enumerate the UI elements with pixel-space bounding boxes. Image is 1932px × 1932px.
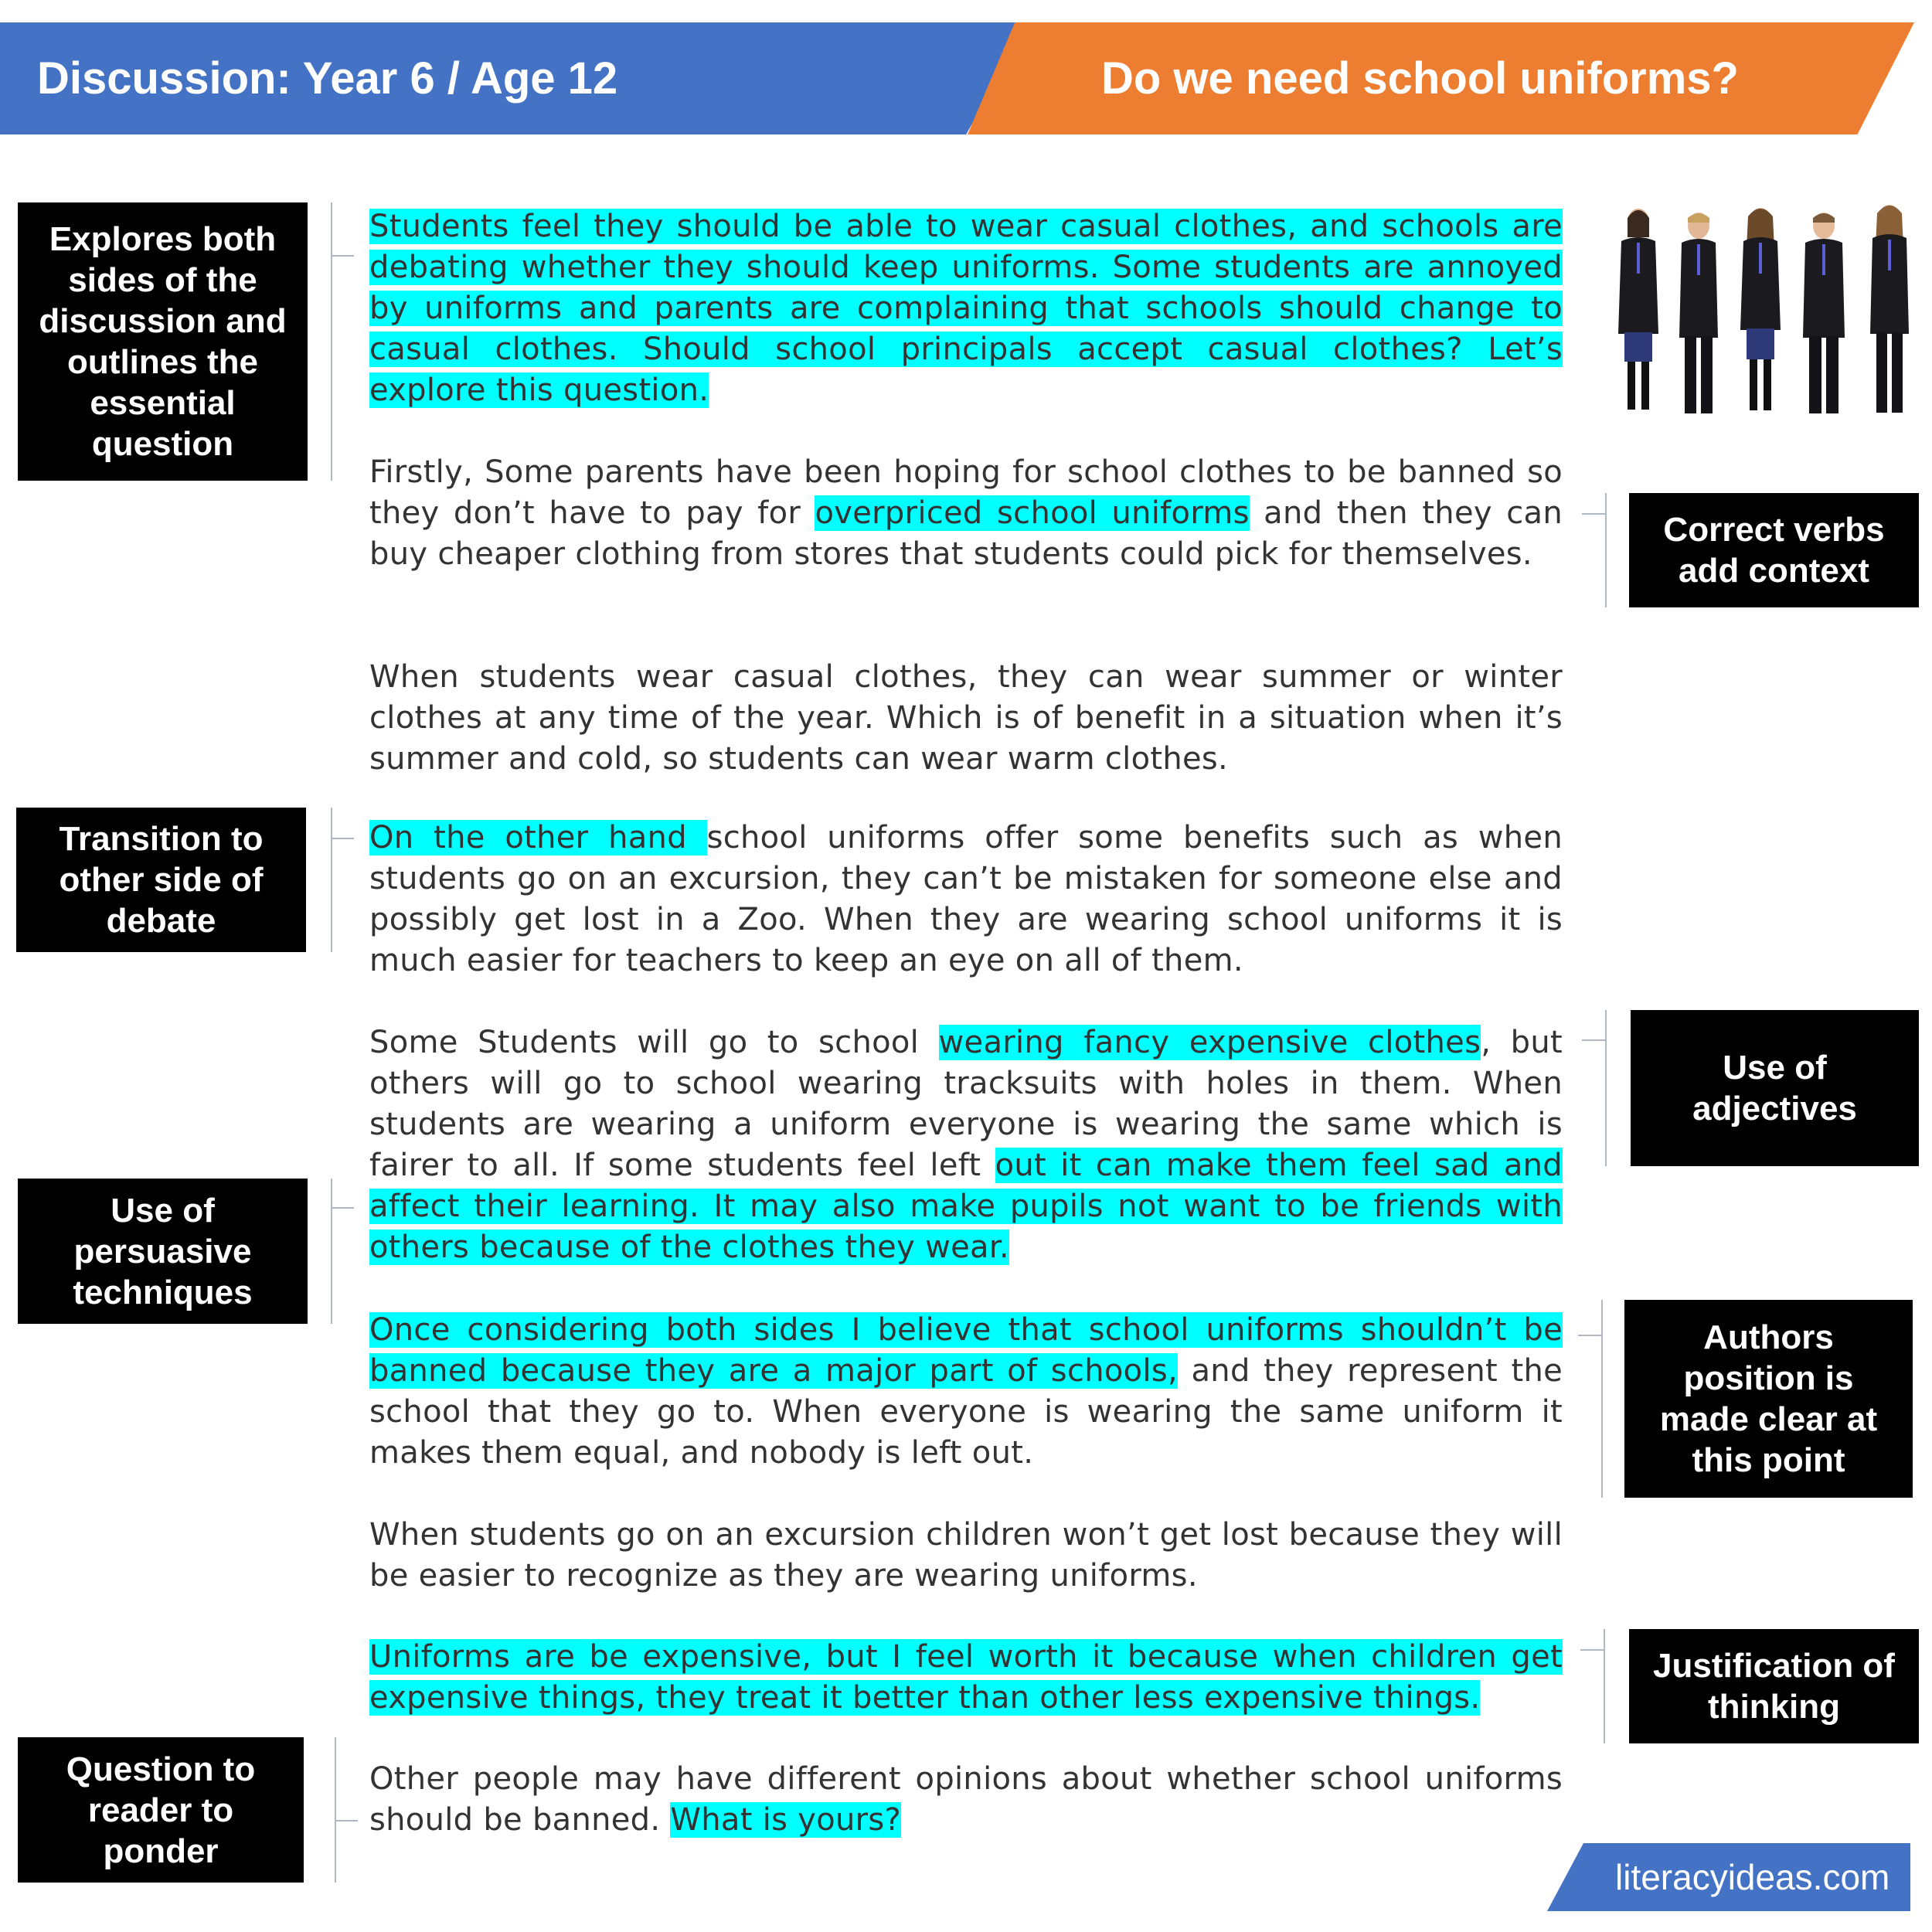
text-run: and they represent the school that they go to. When everyone is wearing the same uniform it makes them equal, and nobody is left out. [369,1353,1563,1471]
highlight: out it can make them feel sad and affect their learning. It may also make pupils not want to be friends with others because of the clothes they wear. [369,1148,1563,1265]
student-figure-1 [1618,209,1658,410]
header-right-title: Do we need school uniforms? [1101,53,1739,104]
text-run: and then they can buy cheaper clothing from stores that students could pick for themselves. [369,495,1563,572]
label-persuasive: Use of persuasive techniques [18,1179,308,1324]
text-run: Other people may have different opinions about whether school uniforms should be banned. [369,1761,1563,1838]
label-adjectives: Use of adjectives [1631,1010,1919,1166]
bracket-tick [331,1207,354,1209]
bracket-persuasive [331,1179,366,1324]
label-question: Question to reader to ponder [18,1737,304,1883]
bracket-tick [1578,1335,1603,1336]
highlight: overpriced school uniforms [815,495,1250,531]
paragraph-other-hand [369,818,1563,981]
paragraph-position [369,1310,1563,1474]
label-explores: Explores both sides of the discussion and outlines the essential question [18,202,308,481]
bracket-correct-verbs [1571,493,1607,607]
highlight: What is yours? [670,1802,902,1838]
highlight: Students feel they should be able to wear casual clothes, and schools are debating whether they should keep uniforms. Some students are annoyed by uniforms and parents are complaining that schools should change to casual clothes. Should school principals accept casual clothes? Let’s explore this question. [369,209,1563,408]
label-correct-verbs: Correct verbs add context [1629,493,1919,607]
bracket-tick [1582,513,1607,515]
highlight: Uniforms are be expensive, but I feel worth it because when children get expensive things, they treat it better than other less expensive things. [369,1639,1563,1716]
text-run: school uniforms offer some benefits such as when students go on an excursion, they can’t be mistaken for someone else and possibly get lost in a Zoo. When they are wearing school uniforms it is much easier for teachers to keep an eye on all of them. [369,820,1563,978]
student-figure-4 [1803,213,1845,413]
text-run: Firstly, Some parents have been hoping for school clothes to be banned so they don’t have to pay for [369,454,1563,531]
bracket-justification [1570,1629,1605,1743]
paragraph-casual-benefit: When students wear casual clothes, they can wear summer or winter clothes at any time of the year. Which is of benefit in a situation when it’s summer and cold, so students can wear warm clothes. [369,659,1563,777]
student-figure-2 [1679,213,1718,413]
header-left-title: Discussion: Year 6 / Age 12 [37,53,618,104]
bracket-tick [1582,1039,1607,1041]
label-justification: Justification of thinking [1629,1629,1919,1743]
label-transition: Transition to other side of debate [16,808,306,952]
label-position: Authors position is made clear at this point [1624,1300,1913,1498]
bracket-explores [331,202,366,481]
student-figure-3 [1740,208,1781,410]
highlight: wearing fancy expensive clothes [938,1025,1481,1060]
footer-site-link[interactable]: literacyideas.com [1615,1857,1890,1897]
bracket-question [335,1737,370,1883]
students-photo [1607,202,1932,434]
paragraph-firstly [369,452,1563,575]
text-run: Some Students will go to school [369,1025,939,1060]
highlight: On the other hand [369,820,707,855]
bracket-transition [331,808,366,952]
bracket-tick [331,255,354,257]
paragraph-intro [369,206,1563,411]
paragraph-excursion: When students go on an excursion children won’t get lost because they will be easier to recognize as they are wearing uniforms. [369,1517,1563,1594]
bracket-tick [335,1820,358,1821]
bracket-adjectives [1571,1010,1607,1166]
bracket-tick [331,838,354,839]
text-run: , but others will go to school wearing tracksuits with holes in them. When students are wearing a uniform everyone is wearing the same which is fairer to all. If some students feel left [369,1025,1563,1183]
bracket-tick [1580,1649,1605,1651]
paragraph-closing [369,1759,1563,1841]
paragraph-fancy-clothes [369,1022,1563,1268]
student-figure-5 [1870,205,1909,413]
highlight: Once considering both sides I believe that school uniforms shouldn’t be banned because they are a major part of schools, [369,1312,1563,1389]
paragraph-justification [369,1637,1563,1719]
bracket-position [1567,1300,1603,1498]
